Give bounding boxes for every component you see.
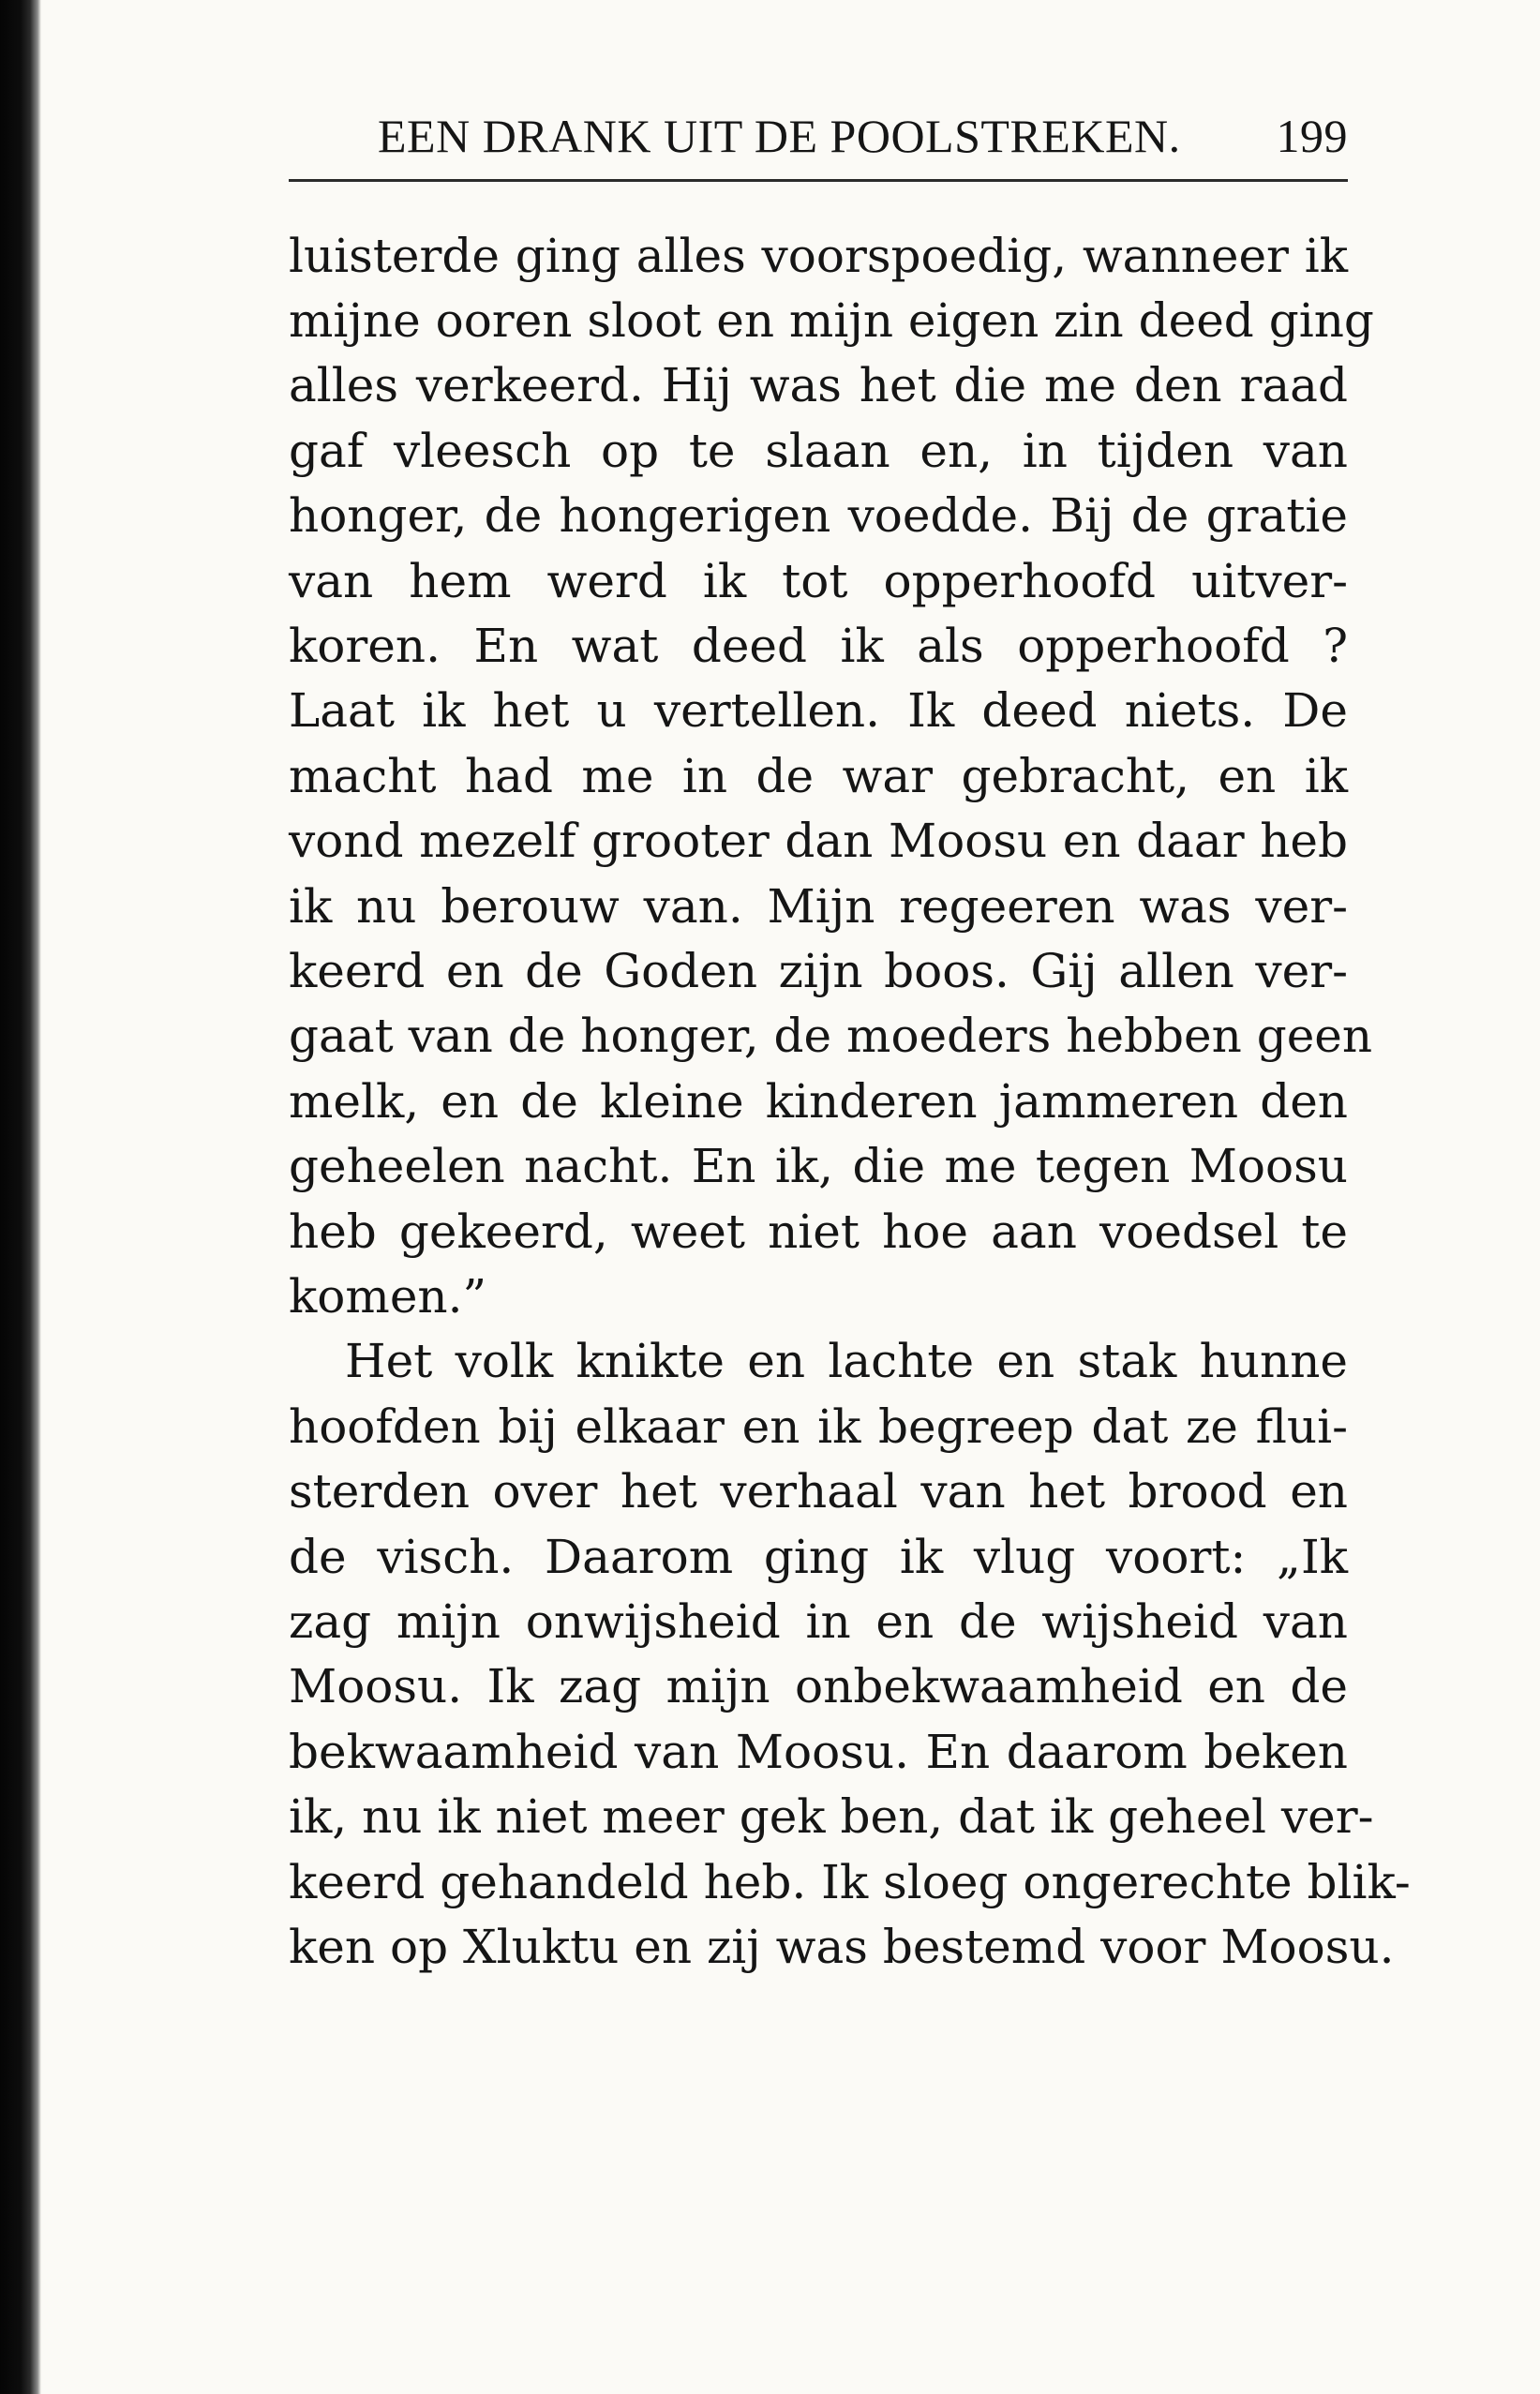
text-line: hoofden bij elkaar en ik begreep dat ze flui- (289, 1399, 1348, 1454)
page-binding-edge (0, 0, 41, 2394)
text-line: keerd en de Goden zijn boos. Gij allen ver- (289, 944, 1348, 998)
text-line: vond mezelf grooter dan Moosu en daar heb (289, 814, 1348, 868)
text-line: zag mijn onwijsheid in en de wijsheid van (289, 1594, 1348, 1649)
text-line: bekwaamheid van Moosu. En daarom beken (289, 1725, 1348, 1779)
text-line: komen.” (289, 1269, 487, 1324)
text-line: luisterde ging alles voorspoedig, wanneer ik (289, 229, 1348, 283)
text-line: sterden over het verhaal van het brood en (289, 1464, 1348, 1519)
text-line: gaat van de honger, de moeders hebben geen (289, 1009, 1373, 1063)
text-line: ik nu berouw van. Mijn regeeren was ver- (289, 879, 1348, 934)
text-line: keerd gehandeld heb. Ik sloeg ongerechte blik- (289, 1855, 1411, 1909)
text-line: gaf vleesch op te slaan en, in tijden van (289, 424, 1348, 478)
text-line: koren. En wat deed ik als opperhoofd ? (289, 619, 1348, 673)
text-line: Moosu. Ik zag mijn onbekwaamheid en de (289, 1659, 1348, 1713)
text-line: heb gekeerd, weet niet hoe aan voedsel te (289, 1204, 1348, 1259)
text-line: ik, nu ik niet meer gek ben, dat ik geheel ver- (289, 1789, 1374, 1844)
page-number: 199 (1276, 110, 1348, 162)
text-line: Laat ik het u vertellen. Ik deed niets. De (289, 683, 1348, 738)
running-head (289, 108, 1348, 164)
text-line: macht had me in de war gebracht, en ik (289, 749, 1348, 803)
text-line: van hem werd ik tot opperhoofd uitver- (289, 554, 1348, 608)
running-head-title: EEN DRANK UIT DE POOLSTREKEN. (378, 110, 1181, 162)
text-line: geheelen nacht. En ik, die me tegen Moosu (289, 1139, 1348, 1193)
text-line: ken op Xluktu en zij was bestemd voor Moosu. (289, 1920, 1395, 1974)
header-rule (289, 179, 1348, 182)
text-line: honger, de hongerigen voedde. Bij de gratie (289, 488, 1348, 543)
text-line: alles verkeerd. Hij was het die me den raad (289, 358, 1348, 412)
text-line: Het volk knikte en lachte en stak hunne (345, 1334, 1348, 1388)
body-text (289, 223, 1411, 1976)
text-line: mijne ooren sloot en mijn eigen zin deed ging (289, 293, 1374, 348)
text-line: melk, en de kleine kinderen jammeren den (289, 1074, 1348, 1129)
text-line: de visch. Daarom ging ik vlug voort: „Ik (289, 1530, 1348, 1584)
